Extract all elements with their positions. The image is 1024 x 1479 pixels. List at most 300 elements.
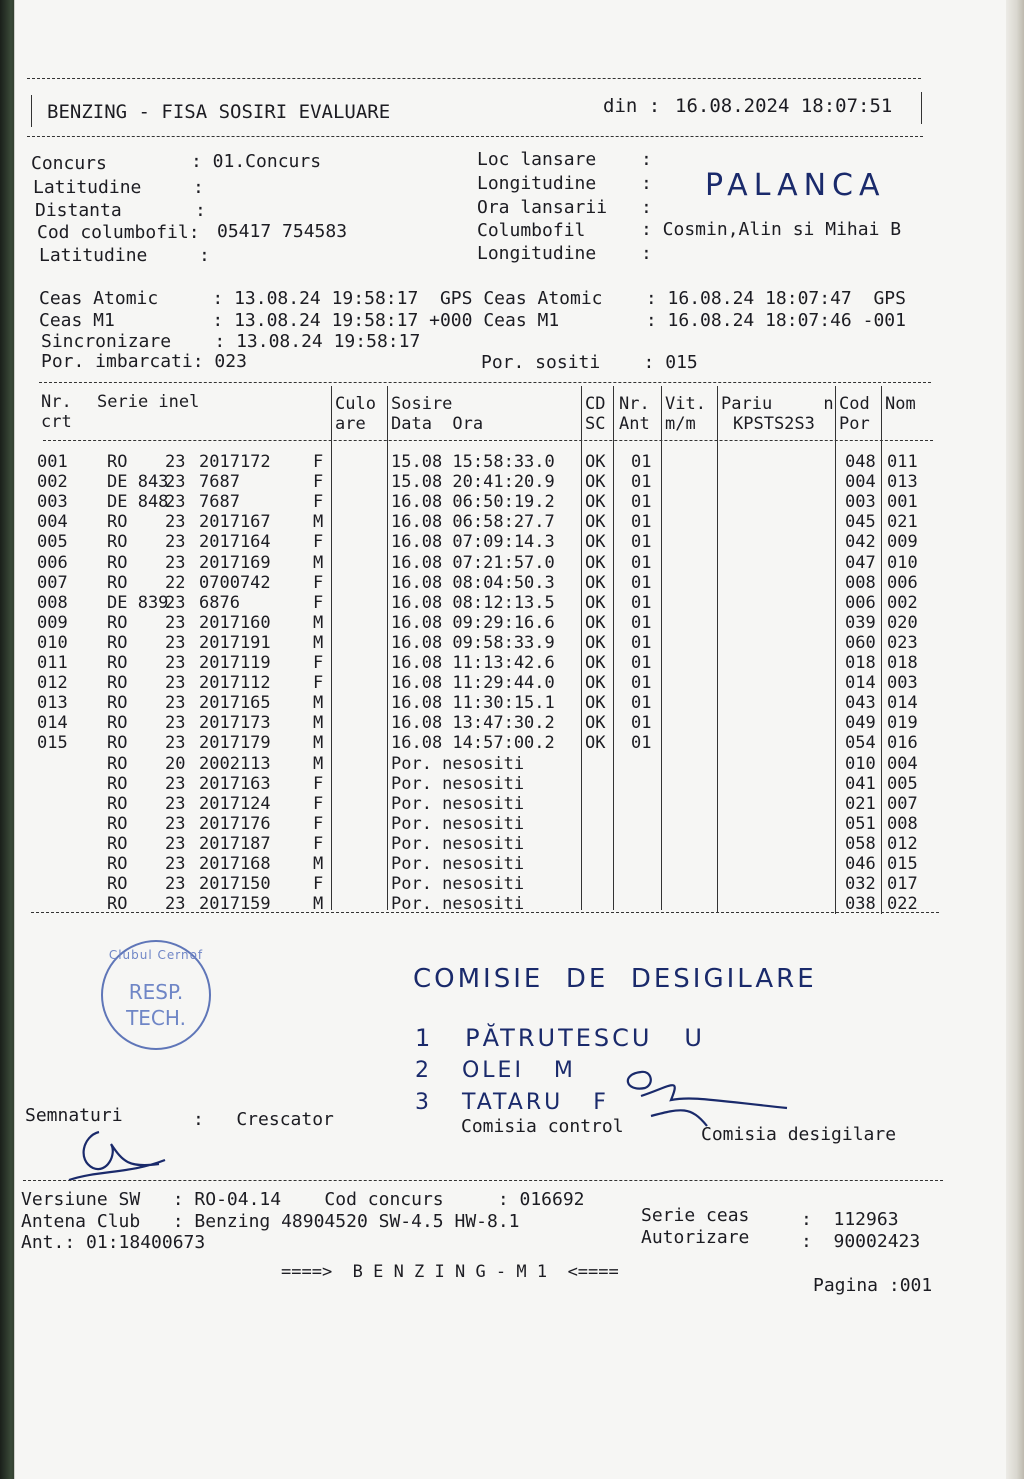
cell-nom: 002 bbox=[887, 592, 918, 613]
cell-sex: F bbox=[313, 673, 324, 694]
cell-nom: 010 bbox=[887, 552, 918, 573]
cell-sex: M bbox=[313, 612, 324, 633]
cell-sex: M bbox=[313, 713, 324, 734]
cell-ring: 2017191 bbox=[199, 632, 271, 653]
header-border-top bbox=[27, 78, 921, 79]
cell-code: 041 bbox=[845, 773, 876, 794]
report-date-label: din : bbox=[603, 95, 661, 117]
club-stamp bbox=[101, 940, 211, 1050]
cell-code: 048 bbox=[845, 452, 876, 472]
col-antenna-sub: Ant bbox=[619, 414, 650, 434]
cell-antenna: 01 bbox=[631, 632, 652, 653]
cell-antenna: 01 bbox=[631, 592, 652, 613]
cell-cd: OK bbox=[585, 552, 606, 573]
handwritten-member-2: 2 OLEI M bbox=[415, 1058, 576, 1083]
cell-year: 23 bbox=[165, 492, 186, 513]
cell-nr: 011 bbox=[37, 653, 68, 673]
cell-sex: F bbox=[313, 653, 324, 673]
handwritten-member-3: 3 TATARU F bbox=[415, 1090, 609, 1115]
cell-ring: 0700742 bbox=[199, 572, 271, 593]
table-row bbox=[15, 794, 1024, 814]
cell-code: 010 bbox=[845, 753, 876, 774]
col-nom: Nom bbox=[885, 394, 916, 414]
stamp-arc-text: Clubul Cernof bbox=[108, 948, 204, 962]
cell-code: 043 bbox=[845, 693, 876, 714]
cell-year: 23 bbox=[165, 733, 186, 754]
cell-arrival: Por. nesositi bbox=[391, 813, 525, 834]
cell-nom: 009 bbox=[887, 532, 918, 553]
release-place-label: Loc lansare bbox=[477, 149, 597, 170]
col-color: Culo bbox=[335, 394, 376, 414]
cell-ring: 2017119 bbox=[199, 653, 271, 673]
cell-cd: OK bbox=[585, 532, 606, 553]
distance-value: : bbox=[195, 200, 206, 221]
cell-arrival: 15.08 20:41:20.9 bbox=[391, 472, 555, 493]
fancier-label: Columbofil bbox=[477, 220, 586, 241]
cell-ring: 6876 bbox=[199, 592, 240, 613]
table-row bbox=[15, 472, 1024, 492]
cell-sex: F bbox=[313, 452, 324, 472]
cell-country: RO bbox=[107, 773, 128, 794]
cell-sex: F bbox=[313, 773, 324, 794]
cell-cd: OK bbox=[585, 452, 606, 472]
cell-nr: 001 bbox=[37, 452, 68, 472]
cell-nom: 003 bbox=[887, 673, 918, 694]
software-version-line: Versiune SW : RO-04.14 Cod concurs : 016692 bbox=[21, 1189, 585, 1210]
cell-country: DE 843 bbox=[107, 472, 169, 493]
authorization-number: : 90002423 bbox=[801, 1231, 921, 1252]
cell-nr: 010 bbox=[37, 632, 68, 653]
release-time-label: Ora lansarii bbox=[477, 197, 608, 218]
col-code: Cod bbox=[839, 394, 870, 414]
handwritten-release-place: PALANCA bbox=[705, 168, 886, 203]
cell-country: RO bbox=[107, 894, 128, 915]
distance-label: Distanta bbox=[35, 200, 122, 221]
cell-code: 047 bbox=[845, 552, 876, 573]
cell-antenna: 01 bbox=[631, 572, 652, 593]
control-commission-label: Comisia control bbox=[461, 1116, 624, 1137]
cell-nom: 012 bbox=[887, 833, 918, 854]
cell-code: 018 bbox=[845, 653, 876, 673]
table-row bbox=[15, 713, 1024, 733]
cell-sex: M bbox=[313, 753, 324, 774]
col-nr-sub: crt bbox=[41, 412, 72, 432]
cell-code: 014 bbox=[845, 673, 876, 694]
cell-arrival: Por. nesositi bbox=[391, 753, 525, 774]
cell-nom: 008 bbox=[887, 813, 918, 834]
table-row bbox=[15, 673, 1024, 693]
cell-country: RO bbox=[107, 813, 128, 834]
cell-ring: 2017169 bbox=[199, 552, 271, 573]
col-ring: Serie inel bbox=[97, 392, 200, 412]
latitude-label: Latitudine bbox=[33, 177, 142, 198]
cell-sex: M bbox=[313, 733, 324, 754]
concurs-value: : 01.Concurs bbox=[191, 151, 322, 172]
cell-year: 23 bbox=[165, 512, 186, 533]
cell-year: 23 bbox=[165, 854, 186, 874]
cell-antenna: 01 bbox=[631, 693, 652, 714]
cell-code: 038 bbox=[845, 894, 876, 915]
cell-ring: 2017112 bbox=[199, 673, 271, 694]
table-header-bottom bbox=[43, 440, 933, 441]
cell-antenna: 01 bbox=[631, 713, 652, 734]
cell-arrival: Por. nesositi bbox=[391, 773, 525, 794]
header-border-bottom bbox=[27, 136, 923, 137]
cell-nom: 020 bbox=[887, 612, 918, 633]
cell-sex: M bbox=[313, 632, 324, 653]
cell-nr: 014 bbox=[37, 713, 68, 734]
birds-arrived: Por. sositi : 015 bbox=[481, 352, 698, 373]
cell-ring: 2017187 bbox=[199, 833, 271, 854]
cell-nom: 011 bbox=[887, 452, 918, 472]
latitude-value: : bbox=[193, 177, 204, 198]
cell-nr: 012 bbox=[37, 673, 68, 694]
table-header-top bbox=[39, 382, 931, 383]
cell-antenna: 01 bbox=[631, 532, 652, 553]
cell-cd: OK bbox=[585, 733, 606, 754]
col-speed-sub: m/m bbox=[665, 414, 696, 434]
cell-sex: M bbox=[313, 512, 324, 533]
cell-arrival: 16.08 11:29:44.0 bbox=[391, 673, 555, 694]
cell-sex: F bbox=[313, 813, 324, 834]
cell-sex: F bbox=[313, 793, 324, 814]
photo-background-right bbox=[1006, 0, 1024, 1479]
cell-nom: 018 bbox=[887, 653, 918, 673]
cell-year: 23 bbox=[165, 612, 186, 633]
table-row bbox=[15, 553, 1024, 573]
cell-nr: 007 bbox=[37, 572, 68, 593]
handwritten-member-1: 1 PĂTRUTESCU U bbox=[415, 1024, 705, 1052]
cell-cd: OK bbox=[585, 632, 606, 653]
cell-nom: 004 bbox=[887, 753, 918, 774]
table-row bbox=[15, 613, 1024, 633]
footer-divider bbox=[23, 1180, 943, 1181]
cell-country: RO bbox=[107, 833, 128, 854]
cell-arrival: 16.08 09:58:33.9 bbox=[391, 632, 555, 653]
cell-ring: 2017176 bbox=[199, 813, 271, 834]
cell-code: 058 bbox=[845, 833, 876, 854]
cell-nr: 002 bbox=[37, 472, 68, 493]
cell-country: RO bbox=[107, 693, 128, 714]
cell-arrival: 16.08 13:47:30.2 bbox=[391, 713, 555, 734]
fancier-code-label: Cod columbofil: bbox=[37, 222, 200, 243]
cell-arrival: 16.08 08:12:13.5 bbox=[391, 592, 555, 613]
longitude2-label: Longitudine bbox=[477, 243, 597, 264]
cell-sex: F bbox=[313, 472, 324, 493]
col-bet-sub: KPSTS2S3 bbox=[733, 414, 815, 434]
cell-sex: M bbox=[313, 693, 324, 714]
cell-arrival: Por. nesositi bbox=[391, 854, 525, 874]
cell-arrival: Por. nesositi bbox=[391, 793, 525, 814]
cell-ring: 2017124 bbox=[199, 793, 271, 814]
cell-arrival: 16.08 07:09:14.3 bbox=[391, 532, 555, 553]
col-cd: CD bbox=[585, 394, 606, 414]
cell-ring: 7687 bbox=[199, 492, 240, 513]
table-row bbox=[15, 573, 1024, 593]
page-number: Pagina :001 bbox=[813, 1275, 933, 1296]
cell-nr: 003 bbox=[37, 492, 68, 513]
table-row bbox=[15, 774, 1024, 794]
cell-code: 003 bbox=[845, 492, 876, 513]
cell-country: RO bbox=[107, 733, 128, 754]
cell-year: 23 bbox=[165, 713, 186, 734]
cell-year: 23 bbox=[165, 552, 186, 573]
cell-cd: OK bbox=[585, 653, 606, 673]
col-arrival-sub: Data Ora bbox=[391, 414, 484, 434]
cell-year: 23 bbox=[165, 673, 186, 694]
release-time-value: : bbox=[641, 197, 652, 218]
cell-code: 032 bbox=[845, 874, 876, 895]
cell-sex: F bbox=[313, 592, 324, 613]
cell-year: 23 bbox=[165, 813, 186, 834]
cell-code: 045 bbox=[845, 512, 876, 533]
cell-nom: 016 bbox=[887, 733, 918, 754]
cell-year: 23 bbox=[165, 592, 186, 613]
cell-country: RO bbox=[107, 793, 128, 814]
release-place-value: : bbox=[641, 149, 652, 170]
clock-serial: : 112963 bbox=[801, 1209, 899, 1230]
table-row bbox=[15, 653, 1024, 673]
col-arrival: Sosire bbox=[391, 394, 453, 414]
cell-cd: OK bbox=[585, 592, 606, 613]
cell-code: 042 bbox=[845, 532, 876, 553]
cell-ring: 2017160 bbox=[199, 612, 271, 633]
cell-code: 054 bbox=[845, 733, 876, 754]
cell-country: RO bbox=[107, 612, 128, 633]
table-row bbox=[15, 693, 1024, 713]
cell-arrival: 16.08 07:21:57.0 bbox=[391, 552, 555, 573]
breeder-label: : Crescator bbox=[193, 1109, 334, 1130]
cell-nr: 004 bbox=[37, 512, 68, 533]
cell-cd: OK bbox=[585, 673, 606, 694]
latitude2-value: : bbox=[199, 245, 210, 266]
cell-nr: 015 bbox=[37, 733, 68, 754]
cell-year: 23 bbox=[165, 452, 186, 472]
cell-sex: F bbox=[313, 572, 324, 593]
cell-nom: 017 bbox=[887, 874, 918, 895]
cell-nom: 005 bbox=[887, 773, 918, 794]
cell-cd: OK bbox=[585, 572, 606, 593]
cell-ring: 2017173 bbox=[199, 713, 271, 734]
table-row bbox=[15, 834, 1024, 854]
cell-sex: M bbox=[313, 552, 324, 573]
cell-nr: 006 bbox=[37, 552, 68, 573]
cell-ring: 2017165 bbox=[199, 693, 271, 714]
cell-nom: 021 bbox=[887, 512, 918, 533]
cell-antenna: 01 bbox=[631, 612, 652, 633]
latitude2-label: Latitudine bbox=[39, 245, 148, 266]
cell-ring: 2017164 bbox=[199, 532, 271, 553]
stamp-line-1: RESP. bbox=[128, 980, 184, 1004]
cell-country: RO bbox=[107, 632, 128, 653]
cell-cd: OK bbox=[585, 492, 606, 513]
cell-arrival: 15.08 15:58:33.0 bbox=[391, 452, 555, 472]
cell-antenna: 01 bbox=[631, 733, 652, 754]
cell-antenna: 01 bbox=[631, 512, 652, 533]
cell-year: 23 bbox=[165, 793, 186, 814]
report-title: BENZING - FISA SOSIRI EVALUARE bbox=[47, 101, 391, 123]
clock-m1-line: Ceas M1 : 13.08.24 19:58:17 +000 Ceas M1 : 16.08.24 18:07:46 -001 bbox=[39, 310, 906, 331]
printout-paper bbox=[14, 0, 1024, 1479]
cell-ring: 2017159 bbox=[199, 894, 271, 915]
fancier-code: 05417 754583 bbox=[217, 221, 348, 242]
cell-antenna: 01 bbox=[631, 492, 652, 513]
col-speed: Vit. bbox=[665, 394, 706, 414]
cell-antenna: 01 bbox=[631, 472, 652, 493]
cell-year: 23 bbox=[165, 833, 186, 854]
fancier-name: : Cosmin,Alin si Mihai B bbox=[641, 219, 902, 240]
col-cd-sub: SC bbox=[585, 414, 606, 434]
cell-sex: F bbox=[313, 532, 324, 553]
longitude-value: : bbox=[641, 173, 652, 194]
cell-nom: 006 bbox=[887, 572, 918, 593]
unsealing-commission-label: Comisia desigilare bbox=[701, 1124, 897, 1145]
cell-code: 021 bbox=[845, 793, 876, 814]
cell-code: 006 bbox=[845, 592, 876, 613]
table-row bbox=[15, 532, 1024, 552]
cell-nr: 013 bbox=[37, 693, 68, 714]
cell-sex: F bbox=[313, 492, 324, 513]
cell-ring: 2017179 bbox=[199, 733, 271, 754]
table-row bbox=[15, 854, 1024, 874]
cell-year: 23 bbox=[165, 874, 186, 895]
cell-year: 23 bbox=[165, 632, 186, 653]
cell-year: 23 bbox=[165, 693, 186, 714]
cell-ring: 2017150 bbox=[199, 874, 271, 895]
cell-sex: F bbox=[313, 833, 324, 854]
cell-cd: OK bbox=[585, 713, 606, 734]
cell-year: 23 bbox=[165, 532, 186, 553]
cell-country: RO bbox=[107, 532, 128, 553]
cell-country: RO bbox=[107, 713, 128, 734]
col-color-sub: are bbox=[335, 414, 366, 434]
report-date: 16.08.2024 18:07:51 bbox=[675, 95, 893, 117]
cell-arrival: Por. nesositi bbox=[391, 874, 525, 895]
cell-country: DE 839 bbox=[107, 592, 169, 613]
cell-nr: 009 bbox=[37, 612, 68, 633]
cell-ring: 7687 bbox=[199, 472, 240, 493]
cell-nom: 007 bbox=[887, 793, 918, 814]
table-row bbox=[15, 593, 1024, 613]
cell-country: RO bbox=[107, 452, 128, 472]
cell-country: RO bbox=[107, 653, 128, 673]
cell-country: RO bbox=[107, 874, 128, 895]
cell-year: 23 bbox=[165, 894, 186, 915]
cell-nr: 005 bbox=[37, 532, 68, 553]
cell-nom: 014 bbox=[887, 693, 918, 714]
cell-cd: OK bbox=[585, 512, 606, 533]
cell-year: 23 bbox=[165, 653, 186, 673]
cell-arrival: 16.08 08:04:50.3 bbox=[391, 572, 555, 593]
cell-arrival: 16.08 11:30:15.1 bbox=[391, 693, 555, 714]
cell-arrival: Por. nesositi bbox=[391, 894, 525, 915]
table-row bbox=[15, 874, 1024, 894]
cell-sex: M bbox=[313, 894, 324, 915]
cell-arrival: 16.08 14:57:00.2 bbox=[391, 733, 555, 754]
header-border-left bbox=[31, 95, 32, 127]
cell-ring: 2017167 bbox=[199, 512, 271, 533]
cell-ring: 2017163 bbox=[199, 773, 271, 794]
table-row bbox=[15, 754, 1024, 774]
cell-arrival: 16.08 09:29:16.6 bbox=[391, 612, 555, 633]
clock-atomic-line: Ceas Atomic : 13.08.24 19:58:17 GPS Ceas Atomic : 16.08.24 18:07:47 GPS bbox=[39, 288, 906, 309]
table-row bbox=[15, 452, 1024, 472]
cell-sex: M bbox=[313, 854, 324, 874]
cell-ring: 2017168 bbox=[199, 854, 271, 874]
cell-country: RO bbox=[107, 552, 128, 573]
col-bet: Pariu n bbox=[721, 394, 834, 414]
brand-line: ====> B E N Z I N G - M 1 <==== bbox=[281, 1262, 619, 1282]
birds-basketed: Por. imbarcati: 023 bbox=[41, 351, 247, 372]
cell-year: 22 bbox=[165, 572, 186, 593]
cell-nom: 023 bbox=[887, 632, 918, 653]
cell-code: 049 bbox=[845, 713, 876, 734]
cell-country: RO bbox=[107, 572, 128, 593]
col-nr: Nr. bbox=[41, 392, 72, 412]
col-antenna: Nr. bbox=[619, 394, 650, 414]
longitude2-value: : bbox=[641, 243, 652, 264]
table-row bbox=[15, 814, 1024, 834]
cell-arrival: 16.08 11:13:42.6 bbox=[391, 653, 555, 673]
cell-country: DE 848 bbox=[107, 492, 169, 513]
table-row bbox=[15, 733, 1024, 753]
cell-country: RO bbox=[107, 673, 128, 694]
cell-year: 20 bbox=[165, 753, 186, 774]
cell-year: 23 bbox=[165, 472, 186, 493]
table-row bbox=[15, 512, 1024, 532]
table-bottom bbox=[31, 912, 939, 913]
table-row bbox=[15, 492, 1024, 512]
cell-code: 039 bbox=[845, 612, 876, 633]
table-row bbox=[15, 633, 1024, 653]
cell-nom: 019 bbox=[887, 713, 918, 734]
cell-antenna: 01 bbox=[631, 452, 652, 472]
cell-ring: 2002113 bbox=[199, 753, 271, 774]
cell-nom: 013 bbox=[887, 472, 918, 493]
antenna-id-line: Ant.: 01:18400673 bbox=[21, 1232, 206, 1253]
cell-cd: OK bbox=[585, 612, 606, 633]
cell-arrival: 16.08 06:50:19.2 bbox=[391, 492, 555, 513]
longitude-label: Longitudine bbox=[477, 173, 597, 194]
concurs-label: Concurs bbox=[31, 153, 107, 174]
cell-cd: OK bbox=[585, 472, 606, 493]
clock-serial-label: Serie ceas bbox=[641, 1205, 750, 1226]
cell-nr: 008 bbox=[37, 592, 68, 613]
cell-sex: F bbox=[313, 874, 324, 895]
cell-code: 008 bbox=[845, 572, 876, 593]
cell-nom: 015 bbox=[887, 854, 918, 874]
cell-code: 051 bbox=[845, 813, 876, 834]
col-code-sub: Por bbox=[839, 414, 870, 434]
authorization-label: Autorizare bbox=[641, 1227, 750, 1248]
club-antenna-line: Antena Club : Benzing 48904520 SW-4.5 HW-8.1 bbox=[21, 1211, 520, 1232]
cell-cd: OK bbox=[585, 693, 606, 714]
cell-antenna: 01 bbox=[631, 653, 652, 673]
signatures-label: Semnaturi bbox=[25, 1105, 123, 1126]
sync-line: Sincronizare : 13.08.24 19:58:17 bbox=[41, 331, 421, 352]
cell-nom: 001 bbox=[887, 492, 918, 513]
cell-nom: 022 bbox=[887, 894, 918, 915]
cell-antenna: 01 bbox=[631, 673, 652, 694]
cell-arrival: 16.08 06:58:27.7 bbox=[391, 512, 555, 533]
cell-antenna: 01 bbox=[631, 552, 652, 573]
stamp-line-2: TECH. bbox=[126, 1006, 186, 1030]
header-border-right bbox=[921, 92, 922, 124]
cell-code: 060 bbox=[845, 632, 876, 653]
cell-arrival: Por. nesositi bbox=[391, 833, 525, 854]
cell-country: RO bbox=[107, 512, 128, 533]
cell-code: 046 bbox=[845, 854, 876, 874]
